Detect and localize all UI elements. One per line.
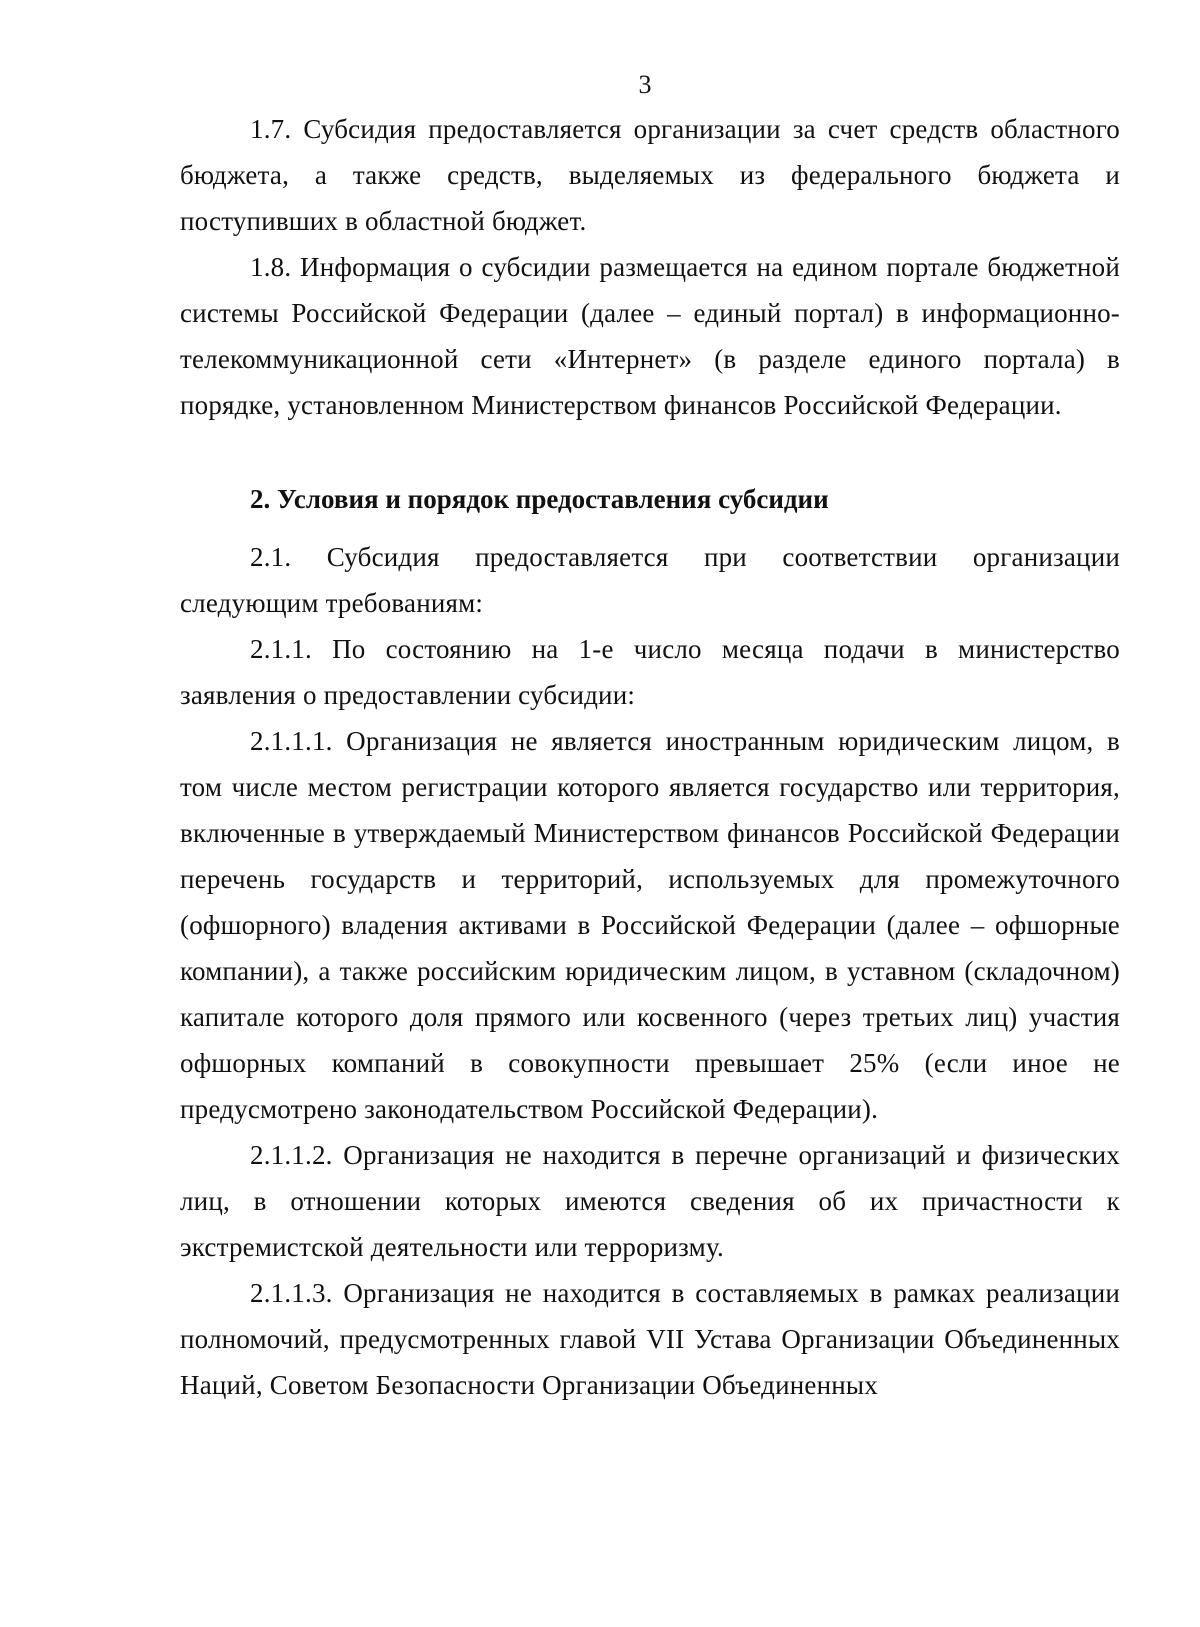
paragraph-1-7: 1.7. Субсидия предоставляется организации за счет средств областного бюджета, а также средств, выделяемых из федерального бюджета и поступивших в областной бюджет. — [180, 114, 1120, 236]
paragraph-2-1-1-1: 2.1.1.1. Организация не является иностранным юридическим лицом, в том числе местом регистрации которого является государство или территория, включенные в утверждаемый Министерством финансов Российской Федерации перечень государств и территорий, используемых для промежуточного (офшорного) владения активами в Российской Федерации (далее – офшорные компании), а также российским юридическим лицом, в уставном (складочном) капитале которого доля прямого или косвенного (через третьих лиц) участия офшорных компаний в совокупности превышает 25% (если иное не предусмотрено законодательством Российской Федерации). — [180, 726, 1120, 1124]
page-number: 3 — [638, 70, 652, 99]
paragraph-2-1-1-3: 2.1.1.3. Организация не находится в составляемых в рамках реализации полномочий, предусмотренных главой VII Устава Организации Объединенных Наций, Советом Безопасности Организации Объединенных — [180, 1278, 1120, 1400]
paragraph-1-8: 1.8. Информация о субсидии размещается на едином портале бюджетной системы Российской Федерации (далее – единый портал) в информационно-телекоммуникационной сети «Интернет» (в разделе единого портала) в порядке, установленном Министерством финансов Российской Федерации. — [180, 252, 1120, 420]
paragraph-2-1-1: 2.1.1. По состоянию на 1-е число месяца подачи в министерство заявления о предоставлении субсидии: — [180, 634, 1120, 710]
document-body — [180, 106, 1120, 1408]
paragraph-2-1-1-2: 2.1.1.2. Организация не находится в перечне организаций и физических лиц, в отношении которых имеются сведения об их причастности к экстремистской деятельности или терроризму. — [180, 1140, 1120, 1262]
paragraph-2-1: 2.1. Субсидия предоставляется при соответствии организации следующим требованиям: — [180, 542, 1120, 618]
section-heading: 2. Условия и порядок предоставления субсидии — [250, 484, 829, 514]
